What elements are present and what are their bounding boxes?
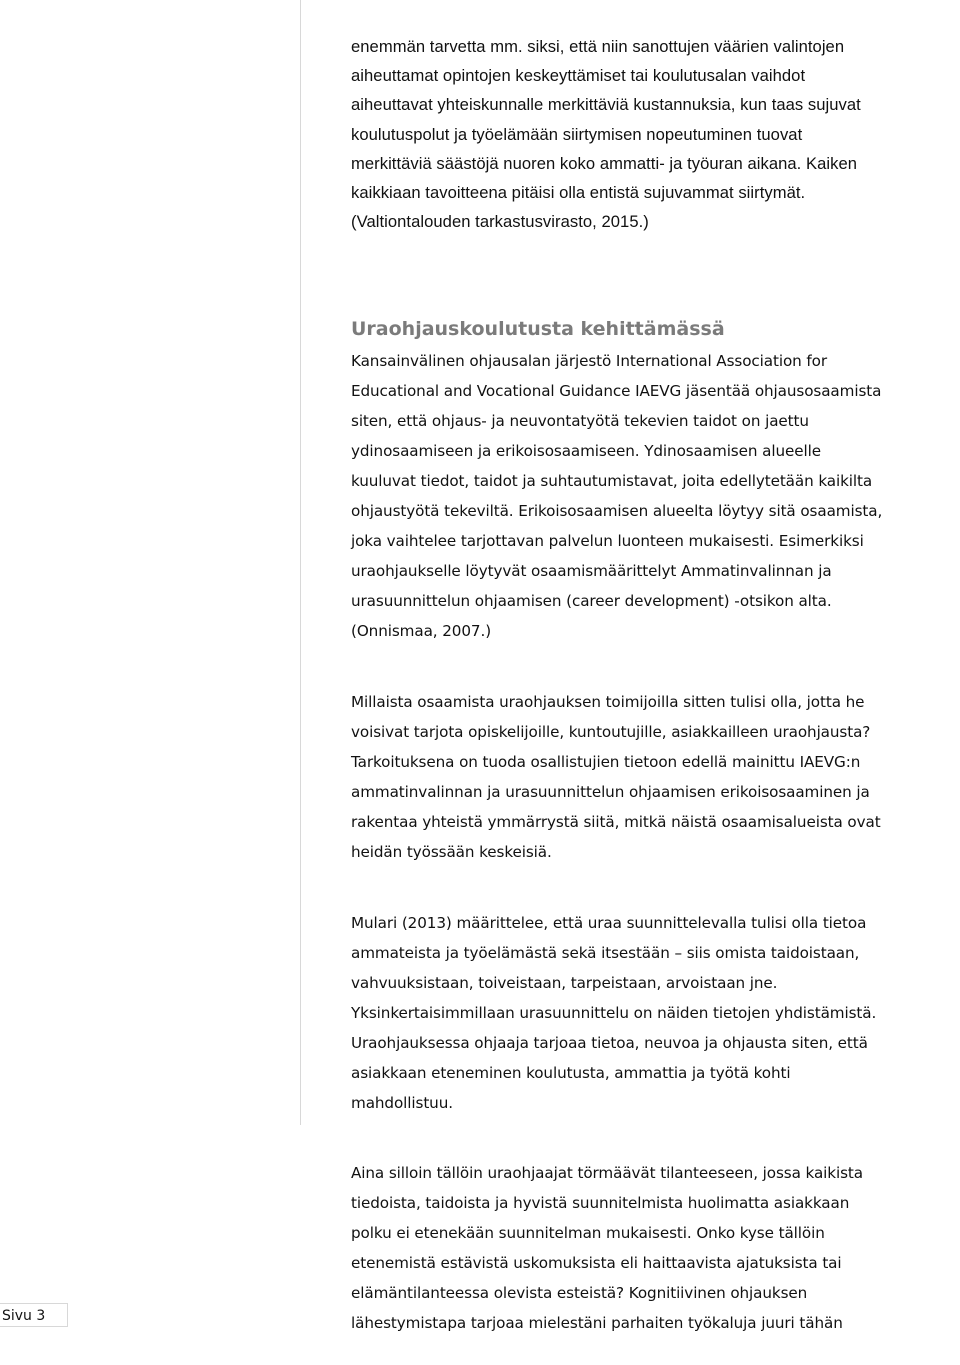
text-line: asiakkaan eteneminen koulutusta, ammattia ja työtä kohti — [351, 1064, 791, 1082]
text-line: Millaista osaamista uraohjauksen toimijoilla sitten tulisi olla, jotta he — [351, 693, 865, 711]
text-line: (Valtiontalouden tarkastusvirasto, 2015.) — [351, 212, 649, 232]
text-line: Uraohjauksessa ohjaaja tarjoaa tietoa, neuvoa ja ohjausta siten, että — [351, 1034, 868, 1052]
text-line: aiheuttamat opintojen keskeyttämiset tai koulutusalan vaihdot — [351, 66, 806, 86]
text-line: Tarkoituksena on tuoda osallistujien tietoon edellä mainittu IAEVG:n — [351, 753, 861, 771]
text-line: kaikkiaan tavoitteena pitäisi olla entistä sujuvammat siirtymät. — [351, 183, 806, 203]
text-line: koulutuspolut ja työelämään siirtymisen nopeutuminen tuovat — [351, 124, 803, 144]
text-line: voisivat tarjota opiskelijoille, kuntoutujille, asiakkailleen uraohjausta? — [351, 723, 871, 741]
text-line: (Onnismaa, 2007.) — [351, 622, 492, 640]
text-line: rakentaa yhteistä ymmärrystä siitä, mitkä näistä osaamisalueista ovat — [351, 813, 881, 831]
text-line: uraohjaukselle löytyvät osaamismäärittelyt Ammatinvalinnan ja — [351, 562, 832, 580]
text-line: Aina silloin tällöin uraohjaajat törmäävät tilanteeseen, jossa kaikista — [351, 1164, 863, 1182]
text-line: aiheuttavat yhteiskunnalle merkittäviä kustannuksia, kun taas sujuvat — [351, 95, 861, 115]
paragraph-mulari — [351, 908, 876, 1118]
text-line: tiedoista, taidoista ja hyvistä suunnitelmista huolimatta asiakkaan — [351, 1194, 850, 1212]
text-line: etenemistä estävistä uskomuksista eli haittaavista ajatuksista tai — [351, 1254, 842, 1272]
text-line: elämäntilanteessa olevista esteistä? Kognitiivinen ohjauksen — [351, 1284, 808, 1302]
text-line: heidän työssään keskeisiä. — [351, 843, 552, 861]
paragraph-iaevg — [351, 346, 882, 646]
page-number-label: Sivu 3 — [0, 1303, 68, 1327]
margin-rule — [300, 0, 301, 1125]
text-line: urasuunnittelun ohjaamisen (career development) -otsikon alta. — [351, 592, 832, 610]
text-line: merkittäviä säästöjä nuoren koko ammatti- ja työuran aikana. Kaiken — [351, 153, 858, 173]
text-line: ammatinvalinnan ja urasuunnittelun ohjaamisen erikoisosaaminen ja — [351, 783, 870, 801]
text-line: lähestymistapa tarjoaa mielestäni parhaiten työkaluja juuri tähän — [351, 1314, 843, 1332]
paragraph-cognitive — [351, 1158, 863, 1338]
text-line: siten, että ohjaus- ja neuvontatyötä tekevien taidot on jaettu — [351, 412, 809, 430]
intro-paragraph — [351, 32, 960, 236]
text-line: enemmän tarvetta mm. siksi, että niin sanottujen väärien valintojen — [351, 37, 845, 56]
text-line: polku ei etenekään suunnitelman mukaisesti. Onko kyse tällöin — [351, 1224, 825, 1242]
text-line: Mulari (2013) määrittelee, että uraa suunnittelevalla tulisi olla tietoa — [351, 914, 867, 932]
text-line: Yksinkertaisimmillaan urasuunnittelu on näiden tietojen yhdistämistä. — [351, 1004, 877, 1022]
text-line: Kansainvälinen ohjausalan järjestö International Association for — [351, 352, 827, 370]
text-line: ohjaustyötä tekeviltä. Erikoisosaamisen alueelta löytyy sitä osaamista, — [351, 502, 883, 520]
text-line: ammateista ja työelämästä sekä itsestään – siis omista taidoistaan, — [351, 944, 860, 962]
section-heading: Uraohjauskoulutusta kehittämässä — [351, 318, 725, 340]
document-body — [351, 32, 960, 1332]
text-line: mahdollistuu. — [351, 1094, 453, 1112]
text-line: joka vaihtelee tarjottavan palvelun luonteen mukaisesti. Esimerkiksi — [351, 532, 864, 550]
text-line: ydinosaamiseen ja erikoisosaamiseen. Ydinosaamisen alueelle — [351, 442, 821, 460]
paragraph-question — [351, 687, 881, 867]
text-line: vahvuuksistaan, toiveistaan, tarpeistaan, arvoistaan jne. — [351, 974, 778, 992]
text-line: kuuluvat tiedot, taidot ja suhtautumistavat, joita edellytetään kaikilta — [351, 472, 873, 490]
text-line: Educational and Vocational Guidance IAEVG jäsentää ohjausosaamista — [351, 382, 882, 400]
